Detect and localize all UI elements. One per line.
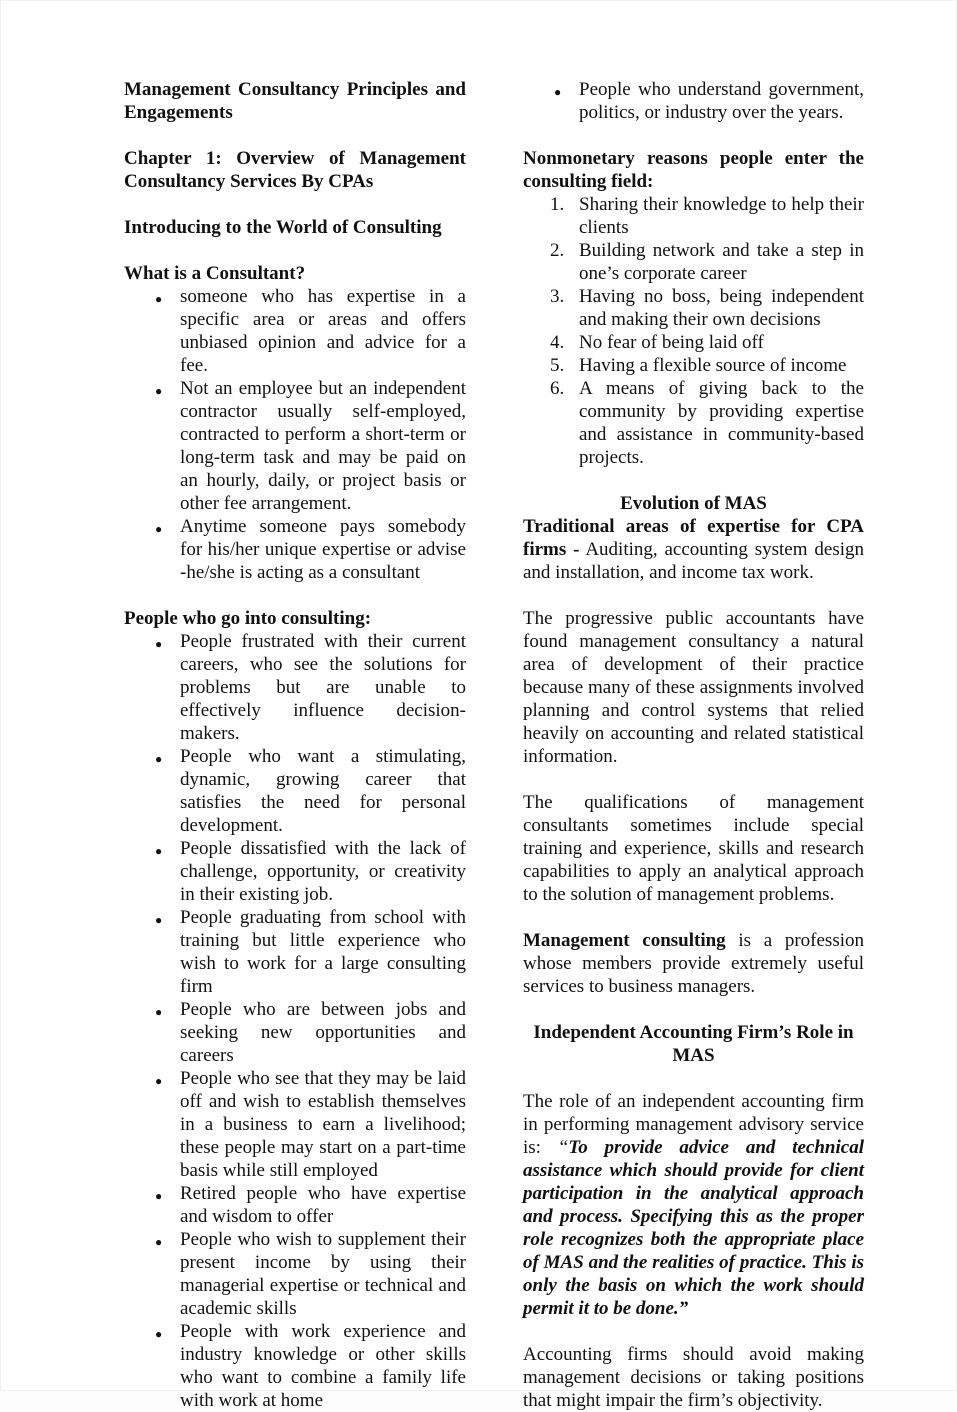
nonmonetary-heading: Nonmonetary reasons people enter the consulting field: [523, 148, 864, 192]
list-item: ● People who see that they may be laid off and wish to establish themselves in a business to earn a livelihood; these people may start on a part-time basis while still employed [124, 1067, 466, 1182]
list-item: ● Not an employee but an independent contractor usually self-employed, contracted to perform a short-term or long-term task and may be paid on an hourly, daily, or project basis or other fee arrangement. [124, 377, 466, 515]
list-item: ● People graduating from school with training but little experience who wish to work for a large consulting firm [124, 906, 466, 998]
list-item: ● People who wish to supplement their present income by using their managerial expertise or technical and academic skills [124, 1228, 466, 1320]
left-column [124, 78, 466, 1412]
management-consulting-regular-run: is a profession whose members provide extremely useful services to business managers. [523, 930, 865, 997]
accounting-paragraph: Accounting firms should avoid making management decisions or taking positions that might impair the firm’s objectivity. [523, 1344, 864, 1411]
list-item: ● People frustrated with their current careers, who see the solutions for problems but are unable to effectively influence decision-makers. [124, 630, 466, 745]
independent-heading: Independent Accounting Firm’s Role in MAS [533, 1022, 854, 1066]
management-consulting-paragraph [523, 929, 864, 998]
intro-heading: Introducing to the World of Consulting [124, 217, 442, 238]
progressive-paragraph: The progressive public accountants have found management consultancy a natural area of development of their practice because many of these assignments involved planning and control systems that relied heavily on accounting and related statistical information. [523, 608, 864, 767]
management-consulting-bold-run: Management consulting [523, 930, 726, 951]
list-item: ● People dissatisfied with the lack of challenge, opportunity, or creativity in their existing job. [124, 837, 466, 906]
list-item: Having a flexible source of income [579, 355, 847, 376]
list-item: Sharing their knowledge to help their clients [579, 194, 864, 238]
continued-bullet-list [523, 78, 864, 124]
consultant-heading: What is a Consultant? [124, 263, 306, 284]
qualifications-paragraph: The qualifications of management consultants sometimes include special training and experience, skills and research capabilities to apply an analytical approach to the solution of management problems. [523, 792, 864, 905]
people-bullet-list [124, 630, 466, 1412]
list-item: No fear of being laid off [579, 332, 764, 353]
role-intro-run: The role of an independent accounting firm in performing management advisory service is: [523, 1091, 864, 1158]
traditional-regular-run: Auditing, accounting system design and installation, and income tax work. [523, 539, 864, 583]
right-column [523, 78, 864, 1412]
list-item: ● someone who has expertise in a specific area or areas and offers unbiased opinion and advice for a fee. [124, 285, 466, 377]
people-heading: People who go into consulting: [124, 608, 372, 629]
list-item: A means of giving back to the community by providing expertise and assistance in community-based projects. [579, 378, 864, 468]
list-item: ● Retired people who have expertise and wisdom to offer [124, 1182, 466, 1228]
chapter-heading: Chapter 1: Overview of Management Consultancy Services By CPAs [124, 148, 466, 192]
document-title: Management Consultancy Principles and Engagements [124, 79, 466, 123]
traditional-paragraph [523, 515, 864, 584]
two-column-layout [124, 78, 957, 1412]
list-item: Building network and take a step in one’s corporate career [579, 240, 864, 284]
role-paragraph [523, 1090, 864, 1320]
nonmonetary-numbered-list [523, 193, 864, 469]
list-item: ● People with work experience and industry knowledge or other skills who want to combine a family life with work at home [124, 1320, 466, 1412]
evolution-heading: Evolution of MAS [620, 493, 767, 514]
consultant-bullet-list [124, 285, 466, 584]
traditional-bold-run: Traditional areas of expertise for CPA firms - [523, 516, 864, 560]
role-quote-run: To provide advice and technical assistance which should provide for client participation in the analytical approach and process. Specifying this as the proper role recognizes both the appropriate place of MAS and the realities of practice. This is only the basis on which the work should permit it to be done.” [523, 1137, 864, 1319]
list-item: ● People who want a stimulating, dynamic, growing career that satisfies the need for personal development. [124, 745, 466, 837]
list-item: ● People who understand government, politics, or industry over the years. [523, 78, 864, 124]
list-item: Having no boss, being independent and making their own decisions [579, 286, 864, 330]
list-item: ● People who are between jobs and seeking new opportunities and careers [124, 998, 466, 1067]
role-open-quote: “ [557, 1137, 569, 1158]
list-item: ● Anytime someone pays somebody for his/her unique expertise or advise -he/she is acting as a consultant [124, 515, 466, 584]
